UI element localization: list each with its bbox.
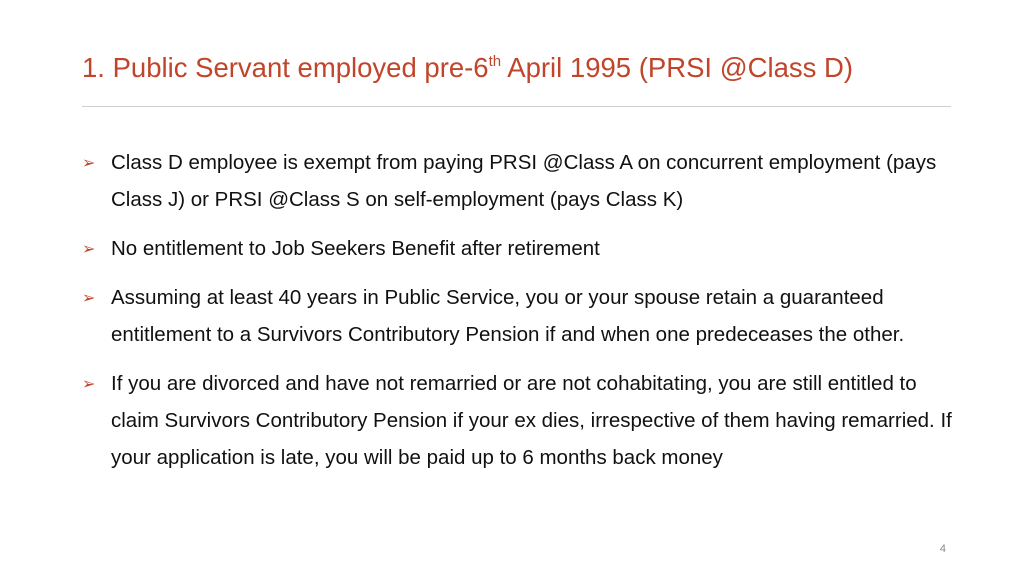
bullet-item-1: [82, 144, 952, 218]
bullet-text-2: No entitlement to Job Seekers Benefit after retirement: [111, 237, 600, 260]
title-divider: [82, 106, 951, 107]
arrow-bullet-icon: ➢: [82, 288, 96, 307]
arrow-bullet-icon: ➢: [82, 374, 96, 393]
bullet-item-4: [82, 365, 952, 476]
slide-title: [82, 52, 853, 84]
title-superscript: th: [488, 53, 502, 70]
title-text-after: April 1995 (PRSI @Class D): [501, 52, 854, 83]
bullet-text-3: Assuming at least 40 years in Public Service, you or your spouse retain a guaranteed entitlement to a Survivors Contributory Pension if and when one predeceases the other.: [111, 286, 905, 346]
page-number: 4: [939, 543, 946, 555]
title-text-before: 1. Public Servant employed pre-6: [82, 52, 489, 83]
bullet-item-2: [82, 230, 952, 267]
bullet-item-3: [82, 279, 952, 353]
bullet-list: [82, 144, 952, 488]
bullet-text-1: Class D employee is exempt from paying PRSI @Class A on concurrent employment (pays Class J) or PRSI @Class S on self-employment (pays Class K): [111, 151, 937, 211]
arrow-bullet-icon: ➢: [82, 239, 96, 258]
arrow-bullet-icon: ➢: [82, 153, 96, 172]
bullet-text-4: If you are divorced and have not remarried or are not cohabitating, you are still entitled to claim Survivors Contributory Pension if your ex dies, irrespective of them having remarried. If your application is late, you will be paid up to 6 months back money: [111, 372, 952, 469]
